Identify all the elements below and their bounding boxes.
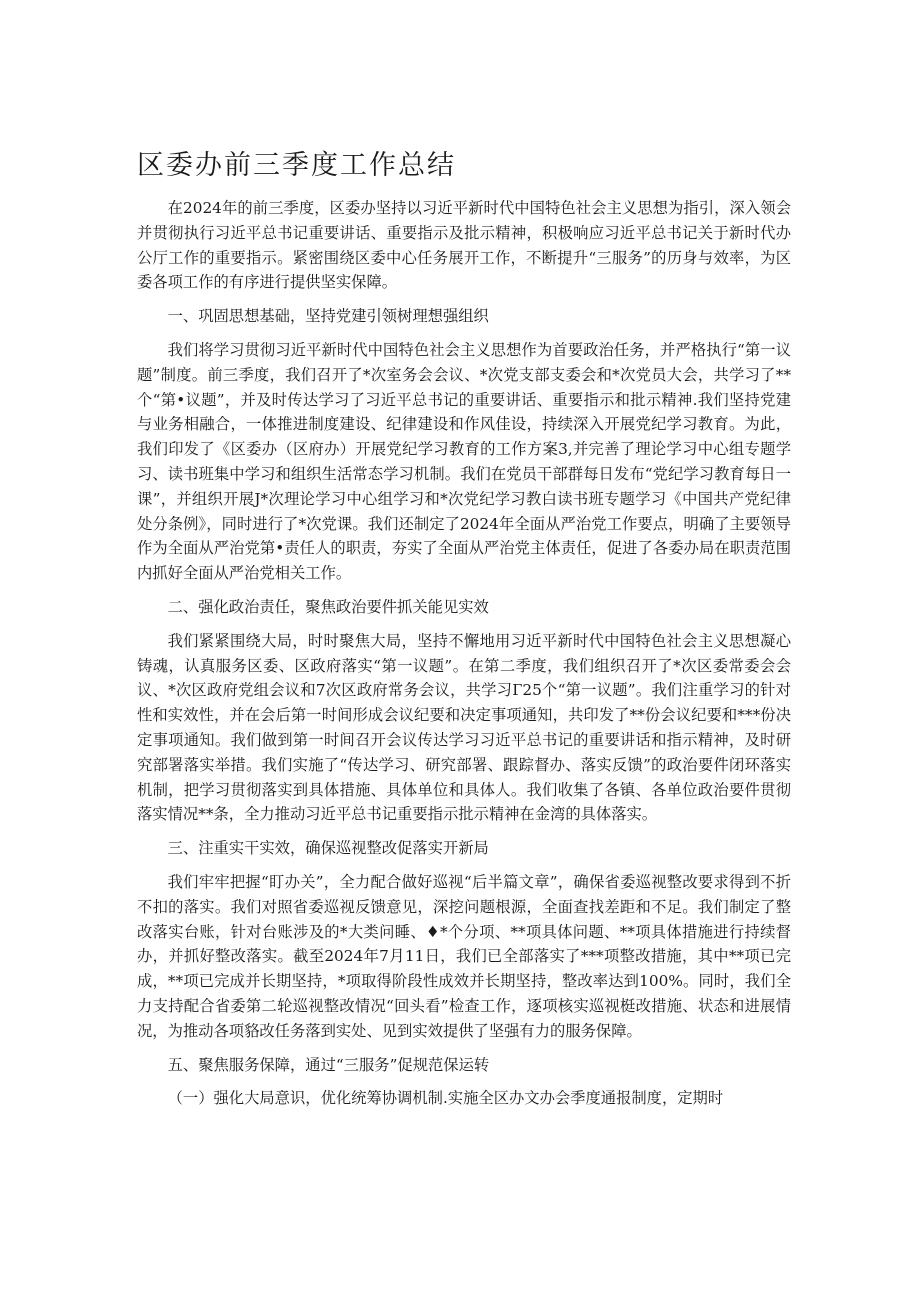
section-heading-2: 二、强化政治责任，聚焦政治要件抓关能见实效 [167, 597, 489, 616]
section-heading-3: 三、注重实干实效，确保巡视整改促落实开新局 [167, 839, 489, 858]
section-heading-5: 五、聚焦服务保障，通过“三服务”促规范保运转 [167, 1055, 490, 1074]
section-body-3: 我们牢牢把握“盯办关”，全力配合做好巡视“后半篇文章”，确保省委巡视整改要求得到不折不扣的落实。我们对照省委巡视反馈意见，深挖问题根源，全面查找差距和不足。我们制定了整改落实台账，针对台账涉及的*大类问睡、♦*个分项、**项具体问题、**项具体措施进行持续督办，并抓好整改落实。截至2024年7月11日，我们已全部落实了***项整改措施，其中**项已完成，**项已完成并长期坚持，*项取得阶段性成效并长期坚持，整改率达到100%。同时，我们全力支持配合省委第二轮巡视整改情况“回头看”检查工作，逐项核实巡视梃改措施、状态和进展情况，为推动各项貉改任务落到实处、见到实效提供了坚强有力的服务保障。 [137, 872, 791, 1040]
document-title: 区委办前三季度工作总结 [137, 150, 456, 181]
document-body [137, 196, 791, 1111]
section-heading-1: 一、巩固思想基础，坚持党建引领树理想强组织 [167, 307, 489, 326]
intro-paragraph: 在2024年的前三季度，区委办坚持以习近平新时代中国特色社会主义思想为指引，深入领会并贯彻执行习近平总书记重要讲话、重要指示及批示精神，积极响应习近平总书记关于新时代办公厅工作的重要指示。紧密围绕区委中心任务展开工作，不断提升“三服务”的历身与效率，为区委各项工作的有序进行提供坚实保障。 [137, 199, 791, 292]
section-body-1: 我们将学习贯彻习近平新时代中国特色社会主义思想作为首要政治任务，并严格执行“第一议题”制度。前三季度，我们召开了*次室务会会议、*次党支部支委会和*次党员大会，共学习了**个“第•议题”，并及时传达学习了习近平总书记的重要讲话、重要指示和批示精神.我们坚持党建与业务相融合，一体推进制度建设、纪律建设和作风佳设，持续深入开展党纪学习教育。为此，我们印发了《区委办（区府办）开展党纪学习教育的工作方案3,并完善了理论学习中心组专题学习、读书班集中学习和组织生活常态学习机制。我们在党员干部群每日发布“党纪学习教育每日一课”，并组织开展J*次理论学习中心组学习和*次党纪学习教白读书班专题学习《中国共产党纪律处分条例》，同时进行了*次党课。我们还制定了2024年全面从严治党工作要点，明确了主要领导作为全面从严治党第•责任人的职责，夯实了全面从严治党主体责任，促进了各委办局在职责范围内抓好全面从严治党相关工作。 [137, 340, 791, 583]
section-body-5: （一）强化大局意识，优化统筹协调机制.实施全区办文办会季度通报制度，定期时 [167, 1089, 724, 1108]
section-body-2: 我们紧紧围绕大局，时时聚焦大局，坚持不懈地用习近平新时代中国特色社会主义思想凝心铸魂，认真服务区委、区政府落实“第一议题”。在第二季度，我们组织召开了*次区委常委会会议、*次区政府党组会议和7次区政府常务会议，共学习Г25个“第一议题”。我们注重学习的针对性和实效性，并在会后第一时间形成会议纪要和决定事项通知，共印发了**份会议纪要和***份决定事项通知。我们做到第一时间召开会议传达学习习近平总书记的重要讲话和指示精神，及时研究部署落实举措。我们实施了“传达学习、研究部署、跟踪督办、落实反馈”的政治要件闭环落实机制，把学习贯彻落实到具体措施、具体单位和具体人。我们收集了各镇、各单位政治要件贯彻落实情况**条，全力推动习近平总书记重要指示批示精神在金湾的具体落实。 [137, 631, 791, 824]
